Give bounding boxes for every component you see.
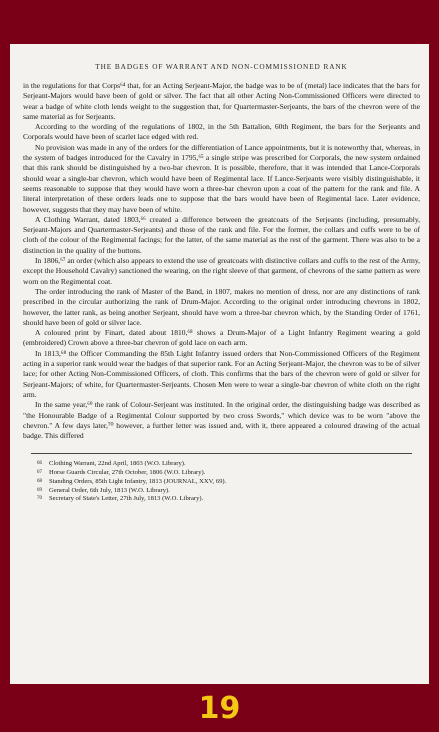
footnote-text: Secretary of State's Letter, 27th July, 1813 (W.O. Library). bbox=[49, 495, 204, 503]
footnote-number: 70 bbox=[37, 496, 42, 502]
footnote-text: Horse Guards Circular, 27th October, 1806 (W.O. Library). bbox=[49, 469, 206, 477]
running-header: THE BADGES OF WARRANT AND NON-COMMISSIONED RANK bbox=[95, 62, 348, 71]
body-text bbox=[23, 81, 420, 441]
footnote-text: Clothing Warrant, 22nd April, 1803 (W.O. Library). bbox=[49, 460, 186, 468]
footnote bbox=[37, 495, 420, 504]
footnote-rule bbox=[31, 453, 412, 454]
footnote-text: Standing Orders, 85th Light Infantry, 1813 (JOURNAL, XXV, 69). bbox=[49, 477, 227, 485]
page-number: 19 bbox=[198, 691, 241, 726]
paragraph: In the same year,⁶⁹ the rank of Colour-Serjeant was instituted. In the original order, the distinguishing badge was described as "the Honourable Badge of a Regimental Colour supported by two cross Swords," which device was to be worn "above the chevron." A few days later,⁷⁰ however, a further letter was issued and, with it, there appeared a coloured drawing of the actual badge. This differed bbox=[23, 400, 420, 441]
footnote bbox=[37, 478, 420, 487]
footnote-number: 69 bbox=[37, 487, 42, 493]
paragraph: In 1806,⁶⁷ an order (which also appears to extend the use of greatcoats with distinctive collars and cuffs to the rest of the Army, except the Household Cavalry) sanctioned the wearing, on the right sleeve of that garment, of chevrons of the same pattern as were worn on the Regimental coat. bbox=[23, 256, 420, 286]
document-page bbox=[10, 44, 429, 684]
paragraph: In 1813,⁶⁸ the Officer Commanding the 85th Light Infantry issued orders that Non-Commissioned Officers of the Regiment acting in a superior rank would wear the badges of that superior rank. For an Acting Serjeant-Major, the chevron was to be of silver lace; for other Acting Non-Commissioned Officers, of cloth. This confirms that the bars of the chevron were of gold or silver for Serjeant-Majors; of white, for Quartermaster-Serjeants. Chosen Men were to wear a single-bar chevron of white cloth on the right arm. bbox=[23, 348, 420, 399]
footnote-number: 67 bbox=[37, 470, 42, 476]
footnote bbox=[37, 469, 420, 478]
paragraph: The order introducing the rank of Master of the Band, in 1807, makes no mention of dress, nor are any distinctions of rank prescribed in the circular authorizing the rank of Drum-Major. According to the original order introducing chevrons in 1802, however, the latter rank, as being another Serjeant, should have worn a three-bar chevron which, by the Standing Order of 1761, should have been of gold or silver lace. bbox=[23, 286, 420, 327]
footnote bbox=[37, 460, 420, 469]
footnote bbox=[37, 487, 420, 496]
footnote-number: 66 bbox=[37, 461, 42, 467]
paragraph: According to the wording of the regulations of 1802, in the 5th Battalion, 60th Regiment, the bars for the Serjeants and Corporals would have been of scarlet lace edged with red. bbox=[23, 122, 420, 142]
footnote-text: General Order, 6th July, 1813 (W.O. Library). bbox=[49, 486, 170, 494]
paragraph: A Clothing Warrant, dated 1803,⁶⁶ created a difference between the greatcoats of the Serjeants (including, presumably, Serjeant-Majors and Quartermaster-Serjeants) and those of the rank and file. For the former, the collars and cuffs were to be of cloth of the colour of the Regimental facings; for the latter, of the same material as the rest of the garment. There was also to be a distinction in the quality of the buttons. bbox=[23, 214, 420, 255]
paragraph: in the regulations for that Corps⁶⁴ that, for an Acting Serjeant-Major, the badge was to be of (metal) lace indicates that the bars for Serjeant-Majors would have been of gold or silver. The fact that all other Acting Non-Commissioned Officers were directed to wear a badge of white cloth lends weight to the suggestion that, for Quartermaster-Serjeants, the bars of the chevron were of the same material as for Serjeants. bbox=[23, 81, 420, 121]
paragraph: A coloured print by Finart, dated about 1810,⁶⁸ shows a Drum-Major of a Light Infantry Regiment wearing a gold (embroidered) Crown above a three-bar chevron of gold lace on each arm. bbox=[23, 328, 420, 348]
footnotes bbox=[23, 460, 420, 504]
paragraph: No provision was made in any of the orders for the differentiation of Lance appointments, but it is noteworthy that, whereas, in the system of badges introduced for the Cavalry in 1795,⁶⁵ a single stripe was prescribed for Corporals, the new system ordained that this rank should be distinguished by a two-bar chevron. It is possible, therefore, that it was intended that Lance-Corporals should wear a single-bar chevron, which would have been of Regimental lace. If Lance-Serjeants were visibly distinguishable, it seems reasonable to suppose that they would have worn a three-bar chevron upon a coat of the pattern for the rank and file. A literal interpretation of these orders leads one to suppose that the bars would have been of Regimental lace. Later evidence, however, suggests that they may have been of white. bbox=[23, 142, 420, 214]
footnote-number: 68 bbox=[37, 478, 42, 484]
